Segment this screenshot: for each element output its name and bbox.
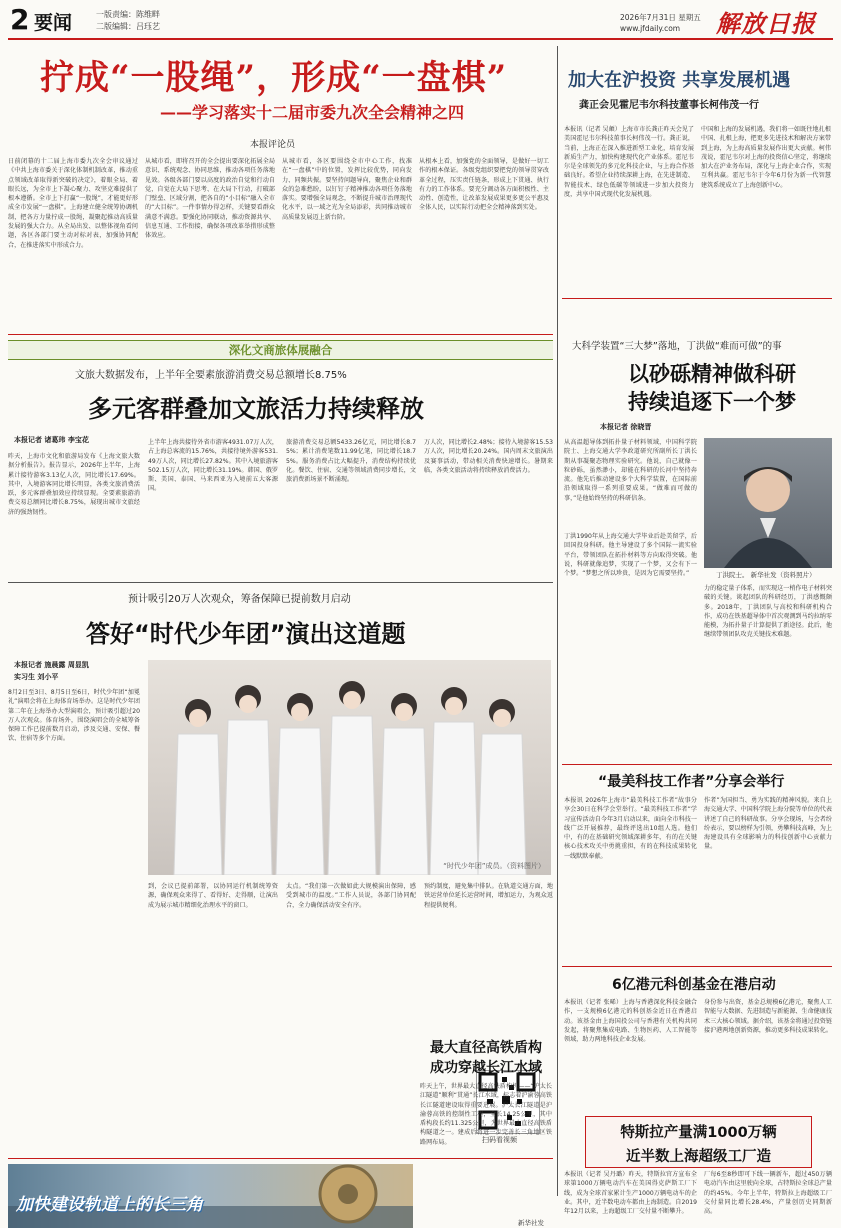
- tunnel-photo-caption: 新华社发: [518, 1219, 544, 1227]
- scientist-photo-caption: 丁洪院士。 新华社发（资料照片）: [716, 571, 816, 579]
- section-rule: [562, 298, 832, 299]
- scientist-portrait-illustration: [704, 438, 832, 568]
- investment-col-1: 本报讯（记者 吴頔）上海市市长龚正昨天会见了美国霍尼韦尔科技董事长柯伟茂一行。龚正说，当前，上海正在深入推进新型工业化，培育发展新质生产力，加快构建现代化产业体系。霍尼韦尔是全球领先的多元化科技企业，与上海合作基础良好。希望企业持续深耕上海，在先进制造、智能技术、绿色低碳等领域进一步加大投资力度，共享中国式现代化发展机遇。: [564, 126, 694, 199]
- sciences-col-1: 从高温超导体到拓扑量子材料领域，中国科学院院士、上海交通大学李政道研究所副所长丁洪长期从事凝聚态物理实验研究。他说，自己就像一粒砂砾，虽然渺小，却能在科研的长河中坚持奔流。他先后推动建设多个大科学装置，在国际前沿领域取得一系列重要成果。“做难而可做的事，”是他始终坚持的科研信条。: [564, 439, 697, 502]
- band-photo: [148, 660, 551, 875]
- tesla-headline-2: 近半数上海超级工厂造: [626, 1149, 771, 1165]
- page-header: [0, 0, 841, 40]
- page-number: 2: [10, 3, 30, 36]
- culture-col-3: 旅游消费交易总额5433.26亿元，同比增长8.75%；累计消费笔数11.99亿笔，同比增长18.75%。服务消费占比大幅提升，消费结构持续优化。餐饮、住宿、交通等领域消费同步增长，文旅消费新场景不断涌现。: [286, 439, 416, 484]
- editor-line-2: 二版编辑：吕珏艺: [96, 22, 160, 31]
- youth-col-1: 8月2日至3日、8月5日至6日，时代少年团“加冕礼”演唱会将在上海体育场举办。这是时代少年团第二年在上海举办大型演唱会，预计吸引超过20万人次观众。体育场外，围绕演唱会的全城筹备保障工作已提前数月启动，涉及交通、安保、餐饮、住宿等多个方面。: [8, 689, 140, 743]
- culture-banner-title: 深化文商旅体展融合: [228, 343, 333, 357]
- tunnel-headline-1: 最大直径高铁盾构: [430, 1040, 542, 1056]
- youth-headline: 答好“时代少年团”演出这道题: [86, 620, 406, 648]
- tunnel-photo-text: 加快建设轨道上的长三角: [16, 1195, 203, 1215]
- section-name: 要闻: [34, 12, 73, 34]
- sciences-headline-2: 持续追逐下一个梦: [628, 390, 796, 414]
- lead-col-1: 日前闭幕的十二届上海市委九次全会审议通过《中共上海市委关于深化体制机制改革，推动重点领域改革取得新突破的决定》，着眼全局、着眼长远，为全市上下凝心聚力、攻坚克难提供了根本遵循。全市上下打赢“一股绳”，才能更好形成全市发展“一盘棋”。上海建立健全统筹协调机制，把各方力量拧成一股绳，凝聚起推动高质量发展的强大合力。从全局出发、以整体视角看问题，各区各部门要主动对标对表，加强协同配合，在推进落实中形成合力。: [8, 158, 138, 249]
- sciences-byline: 本报记者 徐晓晋: [600, 423, 652, 431]
- tesla-headline-1: 特斯拉产量满1000万辆: [620, 1125, 777, 1141]
- hongkong-headline: 6亿港元科创基金在港启动: [612, 977, 776, 993]
- culture-col-4: 万人次，同比增长2.48%；接待入境游客15.53万人次，同比增长20.24%。国内周末文旅演出及赛事活动，带动相关消费快速增长。暑期来临，各类文旅活动将持续释放消费活力。: [424, 439, 553, 474]
- investment-col-2: 中国和上海的发展机遇，我们将一如既往地扎根中国、扎根上海，把更多先进技术和解决方案带到上海，为上海高质量发展作出更大贡献。柯伟茂说，霍尼韦尔对上海的投资信心坚定，将继续加大在沪业务布局，深化与上海企业合作，实现互利共赢。霍尼韦尔于今年6月份为新一代智慧建筑系统成立了上海创新中心。: [701, 126, 831, 189]
- tech-workers-headline: “最美科技工作者”分享会举行: [598, 774, 785, 790]
- hongkong-col-1: 本报讯（记者 张晞）上海与香港深化科技金融合作，一支规模6亿港元的科创基金近日在香港启动。该基金由上海国投公司与香港有关机构共同发起，将聚焦集成电路、生物医药、人工智能等领域，助力两地科技企业发展。: [564, 999, 697, 1044]
- editor-line-1: 一版责编：陈维畔: [96, 10, 160, 19]
- sciences-kicker: 大科学装置“三大梦”落地，丁洪做“难而可做”的事: [572, 341, 782, 352]
- lead-col-3: 从城市看，各区要围绕全市中心工作，找准在“一盘棋”中的位置，发挥比较优势，同向发力、同频共振。要坚持问题导向，聚焦企业和群众的急难愁盼，以钉钉子精神推动各项任务落地落实。要增强全局观念，不断提升城市治理现代化水平，以一域之光为全局添彩，共同推动城市高质量发展迈上新台阶。: [282, 158, 412, 221]
- tesla-col-2: 厂每6至8秒即可下线一辆新车，超过450万辆电动汽车由这里驶向全球，占特斯拉全球总产量的约45%。今年上半年，特斯拉上海超级工厂交付量同比增长28.4%，产量创历史同期新高。: [704, 1171, 832, 1216]
- tunnel-photo: [8, 1164, 413, 1228]
- newspaper-logo: 解放日报: [716, 9, 816, 38]
- culture-byline: 本报记者 诸葛玮 李宝花: [14, 436, 89, 444]
- section-rule: [562, 966, 832, 967]
- youth-kicker: 预计吸引20万人次观众，筹备保障已提前数月启动: [128, 594, 351, 605]
- culture-headline: 多元客群叠加文旅活力持续释放: [88, 395, 424, 423]
- sciences-col-3: 力的稳定量子体系，而实现这一梢作电子材料突破的关键。谈起团队的科研经历，丁洪感慨颇多。2018年，丁洪团队与高校和科研机构合作，成功在铁基超导体中首次观测到马约拉纳零能模，为拓扑量子计算提供了新途径。此后，他继续带领团队攻克关键技术难题。: [704, 585, 832, 639]
- qr-label: 扫码看视频: [482, 1136, 517, 1144]
- sciences-col-2: 丁洪1990年从上海交通大学毕业后赴美留学，后回国投身科研。他主导建设了多个国际一流实验平台，带领团队在拓扑材料等方向取得突破。他说，科研就像追梦，实现了一个梦，又会有下一个梦。“梦想之所以珍贵，是因为它需要坚持。”: [564, 533, 697, 578]
- lead-col-4: 从根本上看，加强党的全面领导，是做好一切工作的根本保证。各级党组织要把党的领导贯穿改革全过程，压实责任链条，形成上下贯通、执行有力的工作体系。要充分调动各方面积极性、主动性、创造性，让改革发展成果更多更公平惠及全体人民，以实际行动把全会精神落到实处。: [419, 158, 549, 212]
- investment-subhead: 龚正会见霍尼韦尔科技董事长柯伟茂一行: [579, 100, 759, 111]
- lead-byline: 本报评论员: [250, 140, 296, 150]
- culture-banner: [8, 340, 553, 360]
- culture-col-2: 上半年上海共接待外省市游客4931.07万人次，占上海总客流的15.76%，共接待境外游客531.49万人次，同比增长27.82%。其中入境旅游客502.15万人次，同比增长31.19%。韩国、俄罗斯、美国、泰国、马来西亚为入境前五大客源国。: [148, 439, 278, 493]
- header-rule: [8, 38, 833, 40]
- youth-col-4: 预约制度，避免集中排队。在轨道交通方面，地铁运营单位延长运营时间，增加运力，为观众返程提供便利。: [424, 883, 553, 909]
- tech-workers-col-2: 作者”为国担当、勇为实践的精神风貌。来自上海交通大学、中国科学院上海分院等单位的代表讲述了自己的科研故事。分享会现场，与会者纷纷表示，要以榜样为引领，勇攀科技高峰，为上海建设具有全球影响力的科技创新中心贡献力量。: [704, 797, 832, 851]
- lead-col-2: 从城市看，即将召开的全会提出要深化拓展全局意识、系统观念、协同思维，推动各项任务落地见效。各级各部门要以高度的政治自觉和行动自觉，自觉在大局下思考、在大局下行动，打破部门壁垒、区域分割，把各自的“小目标”融入全市的“大目标”。一件事情办得怎样，关键要看群众满意不满意。要强化协同联动，推动资源共享、信息互通、工作衔接，确保各项改革举措形成整体效应。: [145, 158, 275, 240]
- scientist-photo: [704, 438, 832, 568]
- tech-workers-col-1: 本报讯 2026年上海市“最美科技工作者”故事分享会30日在科学会堂举行。“最美科技工作者”学习宣传活动自今年3月启动以来，面向全市科技一线广泛开展推荐，最终评选出10组人选。他们中，有的在基础研究领域深耕多年，有的在关键核心技术攻关中勇挑重担，有的在科技成果转化一线默默奉献。: [564, 797, 697, 860]
- band-members-illustration: [148, 660, 551, 875]
- culture-kicker: 文旅大数据发布，上半年全要素旅游消费交易总额增长8.75%: [75, 370, 347, 381]
- lead-headline: 拧成“一股绳”，形成“一盘棋”: [40, 58, 508, 98]
- section-rule: [562, 764, 832, 765]
- youth-col-3: 太点。“我们第一次做如此大规模演出保障，感受到城市的温度。”工作人员说，各部门协同配合，全力确保活动安全有序。: [286, 883, 416, 909]
- investment-headline: 加大在沪投资 共享发展机遇: [568, 70, 791, 91]
- date-line: 2026年7月31日 星期五: [620, 13, 701, 22]
- section-rule: [8, 334, 553, 335]
- lead-subhead: ——学习落实十二届市委九次全会精神之四: [160, 103, 465, 122]
- thin-rule: [8, 582, 553, 583]
- youth-col-2: 到，会议已提前部署，以协同运行机制统筹资源，确保观众来得了、看得好、走得顺，让演出成为展示城市精细化治理水平的窗口。: [148, 883, 278, 909]
- tunnel-col-1: 昨天上午，世界最大直径高铁盾构机——“沪太长江隧道”顺利“贯通”长江水域，标志着沪渝蓉高铁长江隧道建设取得重要进展。沪太长江隧道是沪渝蓉高铁的控制性工程，全长14.25公里，其中盾构段长约11.325公里，为世界最大直径高铁盾构隧道之一。建成后将进一步完善长三角地区铁路网布局。: [420, 1083, 552, 1146]
- youth-byline-1: 本报记者 施晨露 周显凯: [14, 661, 89, 669]
- tesla-headline-box: [585, 1116, 812, 1168]
- band-photo-caption: “时代少年团”成员。（资料图片）: [443, 862, 545, 870]
- culture-col-1: 昨天，上海市文化和旅游局发布《上海文旅大数据分析报告》。报告显示，2026年上半年，上海累计接待游客3.13亿人次，同比增长17.69%。其中，入境游客同比增长明显，各类文旅消费活跃，多元客群叠加效应持续显现。全要素旅游消费交易总额同比增长8.75%，展现出城市文旅经济的强劲韧性。: [8, 453, 140, 516]
- column-divider: [557, 46, 558, 1196]
- site-url: www.jfdaily.com: [620, 24, 681, 33]
- tunnel-headline-2: 成功穿越长江水域: [430, 1060, 542, 1076]
- youth-byline-2: 实习生 刘小平: [14, 673, 59, 681]
- hongkong-col-2: 身份参与出资，基金总规模6亿港元，聚焦人工智能与大数据、先进制造与新能源、生命健康技术三大核心领域。据介绍，该基金将通过投资链接沪港两地创新资源，推动更多科技成果转化。: [704, 999, 832, 1034]
- tesla-col-1: 本报讯（记者 吴丹璐）昨天，特斯拉官方宣布全球第1000万辆电动汽车在美国得克萨斯工厂下线，成为全球首家累计生产1000万辆电动车的企业。其中，近半数电动车都由上海制造。自2019年12月以来，上海超级工厂交付量不断攀升。: [564, 1171, 697, 1216]
- sciences-headline-1: 以砂砾精神做科研: [628, 362, 796, 386]
